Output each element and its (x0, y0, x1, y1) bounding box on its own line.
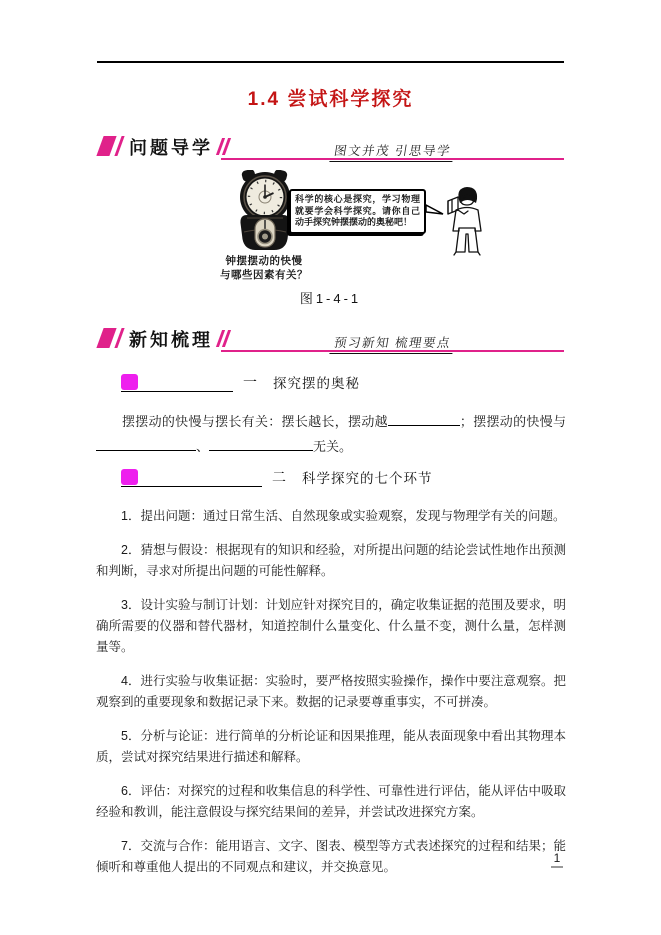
section-marker-icon (97, 136, 123, 156)
fill-blank-3 (209, 438, 313, 451)
double-slash-icon (219, 330, 231, 352)
speech-bubble-text: 科学的核心是探究，学习物理就要学会科学探究。请你自己动手探究钟摆摆动的奥秘吧！ (295, 194, 420, 227)
page-number (550, 851, 564, 868)
topic-title-pendulum: 探究摆的奥秘 (273, 376, 360, 391)
speech-bubble (289, 189, 426, 234)
fill-text-2: ；摆摆动的快慢与 (459, 414, 566, 429)
topic-title-steps: 科学探究的七个环节 (302, 471, 433, 486)
clock-caption-line1: 钟摆摆动的快慢 (225, 255, 303, 267)
top-rule (97, 61, 564, 63)
section-header-guide (97, 134, 564, 160)
topic-marker-icon (121, 469, 138, 485)
step-item-3: 3．设计实验与制订计划：计划应针对探究目的，确定收集证据的范围及要求，明确所需要的仪器和替代器材，知道控制什么量变化、什么量不变，测什么量，怎样测量等。 (96, 598, 566, 654)
clock-caption-line2: 与哪些因素有关？ (220, 269, 308, 281)
topic-numeral: 二 (272, 469, 286, 485)
topic-marker-icon (121, 374, 138, 390)
fill-text-3: 、 (196, 439, 210, 454)
teacher-illustration (442, 184, 492, 258)
topic-blank-line (121, 372, 233, 392)
fill-text-4: 无关。 (313, 439, 353, 454)
step-item-1: 1．提出问题：通过日常生活、自然现象或实验观察，发现与物理学有关的问题。 (121, 509, 566, 523)
section-marker-icon (97, 328, 123, 348)
page-number-underline (551, 866, 563, 868)
section-title-guide: 问题导学 (129, 138, 213, 158)
pendulum-fill-paragraph (96, 409, 566, 459)
fill-blank-1 (388, 413, 460, 426)
step-item-2: 2．猜想与假设：根据现有的知识和经验，对所提出问题的结论尝试性地作出预测和判断，寻求对所提出问题的可能性解释。 (96, 543, 566, 578)
step-item-5: 5．分析与论证：进行简单的分析论证和因果推理，能从表面现象中看出其物理本质，尝试对探究结果进行描述和解释。 (96, 729, 566, 764)
fill-blank-2 (96, 438, 196, 451)
topic-row-pendulum (121, 372, 360, 392)
section-tagline-knowledge: 预习新知 梳理要点 (329, 333, 455, 354)
steps-list (96, 506, 566, 891)
figure-1-4-1 (97, 170, 564, 310)
topic-row-steps (121, 467, 433, 487)
section-title-knowledge: 新知梳理 (129, 330, 213, 350)
step-item-4: 4．进行实验与收集证据：实验时，要严格按照实验操作，操作中要注意观察。把观察到的重要现象和数据记录下来。数据的记录要尊重事实，不可拼凑。 (96, 674, 566, 709)
fill-text-1: 摆摆动的快慢与摆长有关：摆长越长，摆动越 (122, 414, 388, 429)
double-slash-icon (219, 138, 231, 160)
page-number-value: 1 (553, 851, 561, 865)
section-tagline-guide: 图文并茂 引思导学 (329, 141, 455, 162)
step-item-6: 6．评估：对探究的过程和收集信息的科学性、可靠性进行评估，能从评估中吸取经验和教训，能注意假设与探究结果间的差异，并尝试改进探究方案。 (96, 784, 566, 819)
figure-label: 图1-4-1 (299, 291, 362, 306)
topic-numeral: 一 (243, 374, 257, 390)
topic-blank-line (121, 467, 262, 487)
clock-caption (205, 254, 323, 282)
section-header-knowledge (97, 326, 564, 352)
step-item-7: 7．交流与合作：能用语言、文字、图表、模型等方式表述探究的过程和结果；能倾听和尊重他人提出的不同观点和建议，并交换意见。 (96, 839, 566, 874)
page-title: 1.4 尝试科学探究 (247, 89, 414, 110)
